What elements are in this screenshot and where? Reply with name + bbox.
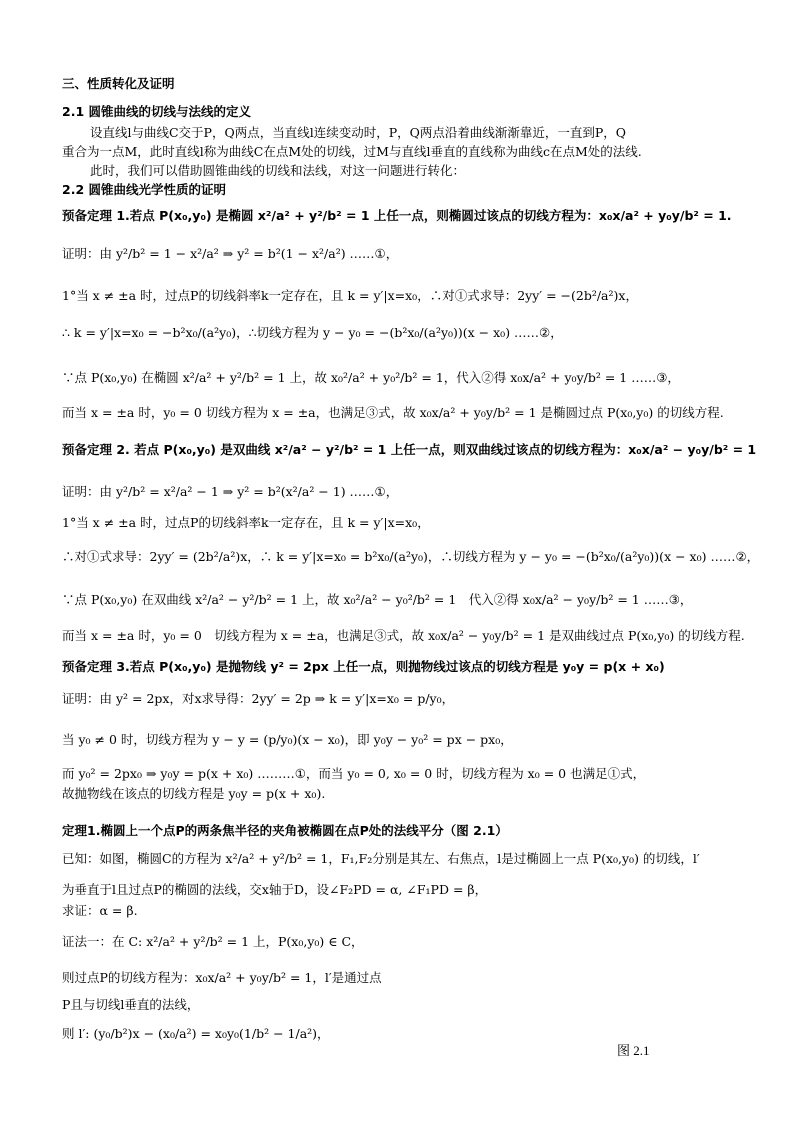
proof-line: 则过点P的切线方程为：x₀x/a² + y₀y/b² = 1，l′是通过点 bbox=[62, 970, 382, 985]
lemma-title: 预备定理 2. 若点 P(x₀,y₀) 是双曲线 x²/a² − y²/b² = 1 上任一点，则双曲线过该点的切线方程为：x₀x/a² − y₀y/b² = 1 bbox=[62, 442, 757, 457]
proof-line: 故抛物线在该点的切线方程是 y₀y = p(x + x₀). bbox=[62, 786, 326, 801]
proof-line: 而 y₀² = 2px₀ ⇒ y₀y = p(x + x₀) ………①，而当 y₀ = 0, x₀ = 0 时，切线方程为 x₀ = 0 也满足①式， bbox=[62, 766, 646, 781]
proof-line: P且与切线l垂直的法线， bbox=[62, 997, 200, 1012]
proof-line: ∵点 P(x₀,y₀) 在椭圆 x²/a² + y²/b² = 1 上，故 x₀²/a² + y₀²/b² = 1，代入②得 x₀x/a² + y₀y/b² = 1 ……③， bbox=[62, 370, 680, 385]
proof-line: 当 y₀ ≠ 0 时，切线方程为 y − y = (p/y₀)(x − x₀)，即 y₀y − y₀² = px − px₀， bbox=[62, 732, 513, 747]
proof-line: 而当 x = ±a 时，y₀ = 0 切线方程为 x = ±a，也满足③式，故 x₀x/a² + y₀y/b² = 1 是椭圆过点 P(x₀,y₀) 的切线方程. bbox=[62, 405, 724, 420]
proof-line: ∵点 P(x₀,y₀) 在双曲线 x²/a² − y²/b² = 1 上，故 x₀²/a² − y₀²/b² = 1 代入②得 x₀x/a² − y₀y/b² = 1 ……③， bbox=[62, 592, 693, 607]
subsection-heading: 2.2 圆锥曲线光学性质的证明 bbox=[62, 182, 226, 197]
subsection-heading: 2.1 圆锥曲线的切线与法线的定义 bbox=[62, 104, 251, 119]
proof-line: ∴ k = y′|x=x₀ = −b²x₀/(a²y₀)，∴切线方程为 y − y₀ = −(b²x₀/(a²y₀))(x − x₀) ……②， bbox=[62, 325, 563, 340]
proof-line: 证明：由 y²/b² = x²/a² − 1 ⇒ y² = b²(x²/a² − 1) ……①， bbox=[62, 484, 399, 499]
proof-line: 1°当 x ≠ ±a 时，过点P的切线斜率k一定存在，且 k = y′|x=x₀， bbox=[62, 515, 430, 530]
lemma-title: 预备定理 1.若点 P(x₀,y₀) 是椭圆 x²/a² + y²/b² = 1 上任一点，则椭圆过该点的切线方程为：x₀x/a² + y₀y/b² = 1. bbox=[62, 208, 732, 223]
paragraph-line: 为垂直于l且过点P的椭圆的法线，交x轴于D，设∠F₂PD = α, ∠F₁PD = β， bbox=[62, 882, 488, 897]
proof-line: 证明：由 y²/b² = 1 − x²/a² ⇒ y² = b²(1 − x²/a²) ……①， bbox=[62, 246, 399, 261]
proof-line: 证法一：在 C: x²/a² + y²/b² = 1 上，P(x₀,y₀) ∈ C， bbox=[62, 934, 364, 949]
paragraph-line: 已知：如图，椭圆C的方程为 x²/a² + y²/b² = 1，F₁,F₂分别是其左、右焦点，l是过椭圆上一点 P(x₀,y₀) 的切线，l′ bbox=[62, 851, 700, 866]
proof-line: 1°当 x ≠ ±a 时，过点P的切线斜率k一定存在，且 k = y′|x=x₀，∴对①式求导：2yy′ = −(2b²/a²)x， bbox=[62, 288, 638, 303]
proof-line: 则 l′: (y₀/b²)x − (x₀/a²) = x₀y₀(1/b² − 1/a²)， bbox=[62, 1026, 330, 1041]
paragraph-line: 求证：α = β. bbox=[62, 903, 138, 918]
lemma-title: 预备定理 3.若点 P(x₀,y₀) 是抛物线 y² = 2px 上任一点，则抛物线过该点的切线方程是 y₀y = p(x + x₀) bbox=[62, 659, 665, 674]
section-heading: 三、性质转化及证明 bbox=[62, 76, 175, 91]
proof-line: 而当 x = ±a 时，y₀ = 0 切线方程为 x = ±a，也满足③式，故 x₀x/a² − y₀y/b² = 1 是双曲线过点 P(x₀,y₀) 的切线方程. bbox=[62, 628, 745, 643]
proof-line: ∴对①式求导：2yy′ = (2b²/a²)x，∴ k = y′|x=x₀ = b²x₀/(a²y₀)，∴切线方程为 y − y₀ = −(b²x₀/(a²y₀))(x − x₀) ……②， bbox=[62, 549, 760, 564]
theorem-title: 定理1.椭圆上一个点P的两条焦半径的夹角被椭圆在点P处的法线平分（图 2.1） bbox=[62, 823, 508, 838]
figure-caption: 图 2.1 bbox=[617, 1043, 650, 1058]
proof-line: 证明：由 y² = 2px，对x求导得：2yy′ = 2p ⇒ k = y′|x=x₀ = p/y₀， bbox=[62, 691, 455, 706]
paragraph-line: 重合为一点M，此时直线l称为曲线C在点M处的切线，过M与直线l垂直的直线称为曲线c在点M处的法线. bbox=[62, 144, 642, 159]
paragraph-line: 此时，我们可以借助圆锥曲线的切线和法线，对这一问题进行转化： bbox=[90, 163, 466, 178]
paragraph-line: 设直线l与曲线C交于P，Q两点，当直线l连续变动时，P，Q两点沿着曲线渐渐靠近，一直到P，Q bbox=[90, 125, 627, 140]
